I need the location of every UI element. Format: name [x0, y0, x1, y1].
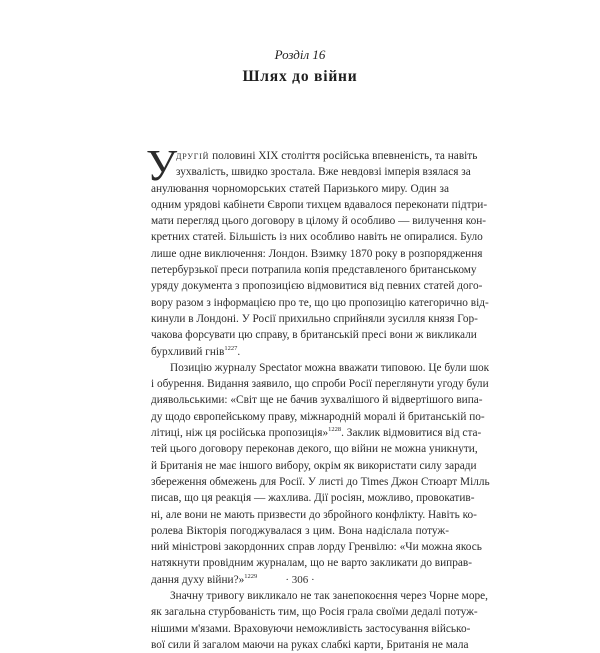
text-line-content: Заклик відмовитися від ста- — [343, 427, 482, 440]
text-line-content: половині XIX століття російська впевненість, та навіть — [209, 150, 478, 162]
text-line: писав, що ця реакція — жахлива. Дії росіян, можливо, провокатив- — [151, 492, 475, 505]
text-line: зухвалість, швидко зростала. Вже невдовзі імперія взялася за — [176, 166, 471, 179]
text-line: Позицію журналу Spectator можна вважати типовою. Це були шок — [170, 361, 490, 374]
footnote-ref: 1227 — [224, 344, 238, 352]
text-line: Значну тривогу викликало не так занепокоєння через Чорне море, — [170, 590, 488, 603]
text-line — [151, 148, 478, 164]
text-line: кинули в Лондоні. У Росії прихильно сприйняли зусилля князя Гор- — [151, 312, 478, 325]
drop-cap: У — [146, 141, 178, 190]
text-line: ний міністрові закордонних справ лорду Гренвілю: «Чи можна якось — [151, 541, 482, 554]
text-line-content: дання духу війни?» — [151, 573, 245, 586]
text-line: диявольськими: «Світ ще не бачив зухвалішого й відвертішого випа- — [151, 394, 483, 407]
text-line-content: ролева Вікторія погоджувалася з цим. Во — [151, 524, 352, 537]
page-number: · 306 · — [285, 574, 315, 586]
text-line: кретних статей. Більшість із них особливо навіть не опиралися. Було — [151, 231, 483, 244]
text-line: вої сили й загалом маючи на руках слабкі карти, Британія не мала — [151, 638, 469, 651]
text-line: нішими м'язами. Враховуючи неможливість застосування військо- — [151, 622, 471, 635]
text-line: уряду документа з пропозицією відмовитися від певних статей дого- — [151, 280, 483, 293]
text-line: бурхливий гнів$^{1227}$. — [151, 344, 241, 358]
text-line — [151, 523, 449, 539]
text-line: й Британія не має іншого вибору, окрім як використати силу заради — [151, 459, 477, 472]
text-line: натякнути провідним журналам, що не варто закликати до виправ- — [151, 557, 472, 570]
text-line-content: на надіслала потуж- — [351, 524, 449, 537]
text-line: лише одне виключення: Лондон. Взимку 1870 року в розпорядження — [151, 247, 483, 260]
text-line: і обурення. Видання заявило, що спроби Росії переглянути угоду були — [151, 378, 489, 391]
text-line-content: бурхливий гнів — [151, 345, 225, 358]
text-line: чакова форсувати цю справу, в британській пресі вони ж викликали — [151, 329, 477, 342]
footnote-ref: 1229 — [244, 572, 258, 580]
text-line: ду щодо європейському праву, міжнародній моралі й британській по- — [151, 410, 485, 423]
text-line: петербурзької преси потрапила копія представленого британському — [151, 264, 477, 277]
text-line: літиці, ніж ця російська пропозиція»$^{1228}$. Заклик відмовитися від ста- — [151, 426, 482, 440]
text-line: тей цього договору переконав декого, що війни не можна уникнути, — [151, 443, 478, 456]
chapter-label: Розділ 16 — [274, 47, 326, 62]
text-line: ні, але вони не мають призвести до збройного конфлікту. Навіть ко- — [151, 508, 477, 521]
lead-word: другій — [176, 150, 210, 162]
text-line: анулювання чорноморських статей Паризького миру. Один за — [151, 182, 449, 195]
text-line: як загальна стурбованість тим, що Росія грала своїми дедалі потуж- — [151, 606, 478, 619]
chapter-title: Шлях до війни — [242, 68, 358, 85]
footnote-ref: 1228 — [328, 426, 342, 434]
text-line: мати перегляд цього договору в цілому й особливо — вилучення кон- — [151, 215, 487, 228]
text-line-content: літиці, ніж ця російська пропозиція» — [151, 427, 329, 440]
text-line: вору разом з інформацією про те, що цю пропозицію категорично від- — [151, 296, 489, 309]
text-line: збереження обмежень для Росії. У листі до Times Джон Стюарт Мілль — [151, 475, 490, 488]
text-line: одним урядові кабінети Європи тихцем вдавалося переконати підтри- — [151, 198, 488, 211]
